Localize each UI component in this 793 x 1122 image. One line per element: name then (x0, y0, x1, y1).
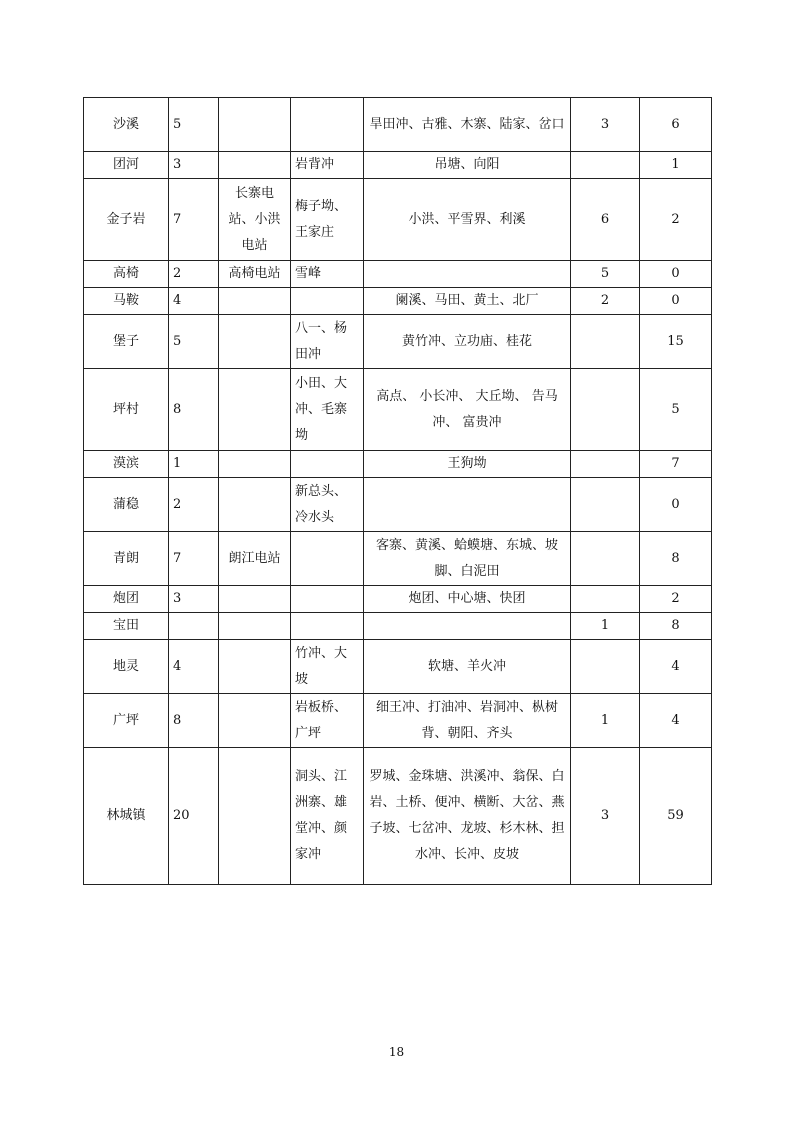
count-cell (169, 613, 219, 640)
reservoir-table (83, 97, 712, 885)
table-row (84, 532, 712, 586)
villages-cell: 高点、 小长冲、 大丘坳、 告马冲、 富贵冲 (364, 369, 571, 451)
value-b-cell: 15 (640, 315, 712, 369)
reservoir-cell (291, 532, 364, 586)
value-b-cell: 1 (640, 152, 712, 179)
reservoir-cell (291, 451, 364, 478)
reservoir-cell (291, 586, 364, 613)
table-row (84, 640, 712, 694)
villages-cell: 旱田冲、古雅、木寨、陆家、岔口 (364, 98, 571, 152)
villages-cell: 罗城、金珠塘、洪溪冲、翁保、白岩、土桥、便冲、横断、大岔、燕子坡、七岔冲、龙坡、杉木林、担水冲、长冲、皮坡 (364, 748, 571, 885)
count-cell: 4 (169, 288, 219, 315)
value-a-cell (571, 640, 640, 694)
town-cell: 地灵 (84, 640, 169, 694)
villages-cell: 炮团、中心塘、快团 (364, 586, 571, 613)
table-body (84, 98, 712, 885)
value-b-cell: 0 (640, 478, 712, 532)
value-a-cell (571, 532, 640, 586)
station-cell (219, 451, 291, 478)
town-cell: 林城镇 (84, 748, 169, 885)
villages-cell (364, 478, 571, 532)
value-b-cell: 6 (640, 98, 712, 152)
table-row (84, 288, 712, 315)
station-cell (219, 748, 291, 885)
town-cell: 宝田 (84, 613, 169, 640)
station-cell: 高椅电站 (219, 261, 291, 288)
table-row (84, 179, 712, 261)
station-cell (219, 369, 291, 451)
table-row (84, 478, 712, 532)
value-b-cell: 5 (640, 369, 712, 451)
town-cell: 马鞍 (84, 288, 169, 315)
count-cell: 8 (169, 369, 219, 451)
table-row (84, 451, 712, 478)
reservoir-cell: 梅子坳、王家庄 (291, 179, 364, 261)
town-cell: 团河 (84, 152, 169, 179)
value-a-cell: 5 (571, 261, 640, 288)
count-cell: 5 (169, 315, 219, 369)
town-cell: 沙溪 (84, 98, 169, 152)
value-b-cell: 7 (640, 451, 712, 478)
station-cell (219, 315, 291, 369)
reservoir-cell: 八一、杨田冲 (291, 315, 364, 369)
value-a-cell: 3 (571, 98, 640, 152)
value-a-cell (571, 152, 640, 179)
table-row (84, 152, 712, 179)
page-number: 18 (388, 1045, 405, 1059)
value-a-cell (571, 478, 640, 532)
reservoir-cell: 竹冲、大坡 (291, 640, 364, 694)
villages-cell: 小洪、平雪界、利溪 (364, 179, 571, 261)
value-b-cell: 2 (640, 586, 712, 613)
count-cell: 4 (169, 640, 219, 694)
value-a-cell: 1 (571, 694, 640, 748)
reservoir-cell: 岩背冲 (291, 152, 364, 179)
station-cell (219, 640, 291, 694)
town-cell: 炮团 (84, 586, 169, 613)
value-a-cell (571, 315, 640, 369)
count-cell: 8 (169, 694, 219, 748)
count-cell: 2 (169, 261, 219, 288)
reservoir-cell: 洞头、江洲寨、雄堂冲、颜家冲 (291, 748, 364, 885)
value-b-cell: 8 (640, 613, 712, 640)
station-cell (219, 152, 291, 179)
villages-cell (364, 261, 571, 288)
value-a-cell (571, 451, 640, 478)
villages-cell: 王狗坳 (364, 451, 571, 478)
table-row (84, 586, 712, 613)
table-row (84, 694, 712, 748)
reservoir-cell: 新总头、冷水头 (291, 478, 364, 532)
table-row (84, 613, 712, 640)
reservoir-cell: 岩板桥、广坪 (291, 694, 364, 748)
station-cell: 长寨电站、小洪电站 (219, 179, 291, 261)
table-row (84, 98, 712, 152)
value-a-cell (571, 586, 640, 613)
count-cell: 2 (169, 478, 219, 532)
table-row (84, 748, 712, 885)
villages-cell: 黄竹冲、立功庙、桂花 (364, 315, 571, 369)
station-cell (219, 288, 291, 315)
town-cell: 蒲稳 (84, 478, 169, 532)
town-cell: 广坪 (84, 694, 169, 748)
value-a-cell: 2 (571, 288, 640, 315)
villages-cell: 吊塘、向阳 (364, 152, 571, 179)
count-cell: 7 (169, 532, 219, 586)
station-cell (219, 478, 291, 532)
value-b-cell: 4 (640, 694, 712, 748)
station-cell (219, 613, 291, 640)
villages-cell (364, 613, 571, 640)
value-b-cell: 59 (640, 748, 712, 885)
villages-cell: 阑溪、马田、黄土、北厂 (364, 288, 571, 315)
reservoir-cell: 小田、大冲、毛寨坳 (291, 369, 364, 451)
villages-cell: 客寨、黄溪、蛤蟆塘、东城、坡脚、白泥田 (364, 532, 571, 586)
value-a-cell: 6 (571, 179, 640, 261)
value-a-cell: 3 (571, 748, 640, 885)
value-b-cell: 8 (640, 532, 712, 586)
count-cell: 3 (169, 152, 219, 179)
count-cell: 1 (169, 451, 219, 478)
reservoir-cell (291, 288, 364, 315)
station-cell (219, 586, 291, 613)
town-cell: 漠滨 (84, 451, 169, 478)
reservoir-cell (291, 613, 364, 640)
value-b-cell: 0 (640, 261, 712, 288)
count-cell: 5 (169, 98, 219, 152)
town-cell: 高椅 (84, 261, 169, 288)
value-a-cell: 1 (571, 613, 640, 640)
count-cell: 3 (169, 586, 219, 613)
station-cell: 朗江电站 (219, 532, 291, 586)
villages-cell: 细王冲、打油冲、岩洞冲、枞树背、朝阳、齐头 (364, 694, 571, 748)
value-b-cell: 2 (640, 179, 712, 261)
table-row (84, 369, 712, 451)
town-cell: 坪村 (84, 369, 169, 451)
station-cell (219, 694, 291, 748)
value-b-cell: 0 (640, 288, 712, 315)
table-row (84, 261, 712, 288)
reservoir-cell (291, 98, 364, 152)
value-b-cell: 4 (640, 640, 712, 694)
town-cell: 青朗 (84, 532, 169, 586)
station-cell (219, 98, 291, 152)
count-cell: 7 (169, 179, 219, 261)
table-row (84, 315, 712, 369)
town-cell: 金子岩 (84, 179, 169, 261)
reservoir-cell: 雪峰 (291, 261, 364, 288)
villages-cell: 软塘、羊火冲 (364, 640, 571, 694)
value-a-cell (571, 369, 640, 451)
count-cell: 20 (169, 748, 219, 885)
town-cell: 堡子 (84, 315, 169, 369)
